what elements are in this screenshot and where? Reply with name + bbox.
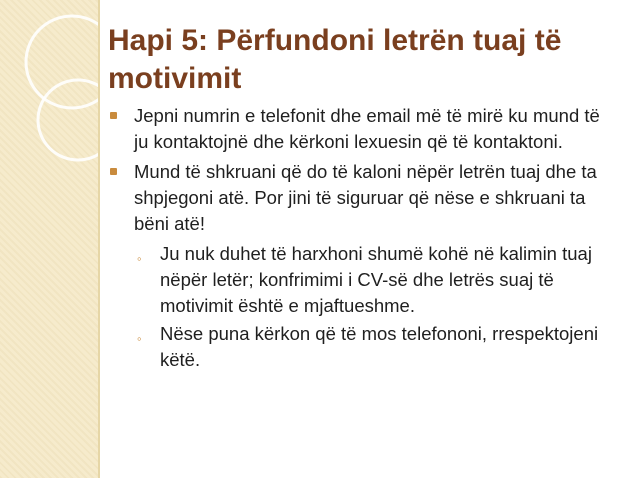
bullet-text: Mund të shkruani që do të kaloni nëpër letrën tuaj dhe ta shpjegoni atë. Por jini të siguruar që nëse e shkruani ta bëni atë! bbox=[134, 161, 597, 234]
bullet-item bbox=[108, 159, 613, 237]
sub-bullet-item bbox=[134, 321, 613, 373]
square-bullet-icon bbox=[110, 112, 117, 119]
decorative-side-panel bbox=[0, 0, 98, 478]
decorative-circles bbox=[0, 0, 98, 478]
bullet-item bbox=[108, 103, 613, 155]
circle-bullet-icon: ◦ bbox=[137, 331, 142, 346]
square-bullet-icon bbox=[110, 168, 117, 175]
panel-divider bbox=[98, 0, 100, 478]
slide-title: Hapi 5: Përfundoni letrën tuaj të motivimit bbox=[108, 24, 562, 95]
circle-bullet-icon: ◦ bbox=[137, 251, 142, 266]
sub-bullet-item bbox=[134, 241, 613, 319]
sub-bullet-text: Nëse puna kërkon që të mos telefononi, rrespektojeni këtë. bbox=[160, 323, 599, 370]
sub-bullet-text: Ju nuk duhet të harxhoni shumë kohë në kalimin tuaj nëpër letër; konfrimimi i CV-së dhe letrës suaj të motivimit është e mjaftueshme. bbox=[160, 243, 592, 316]
slide-content bbox=[108, 103, 613, 375]
bullet-text: Jepni numrin e telefonit dhe email më të mirë ku mund të ju kontaktojnë dhe kërkoni lexuesin që të kontaktoni. bbox=[134, 105, 600, 152]
